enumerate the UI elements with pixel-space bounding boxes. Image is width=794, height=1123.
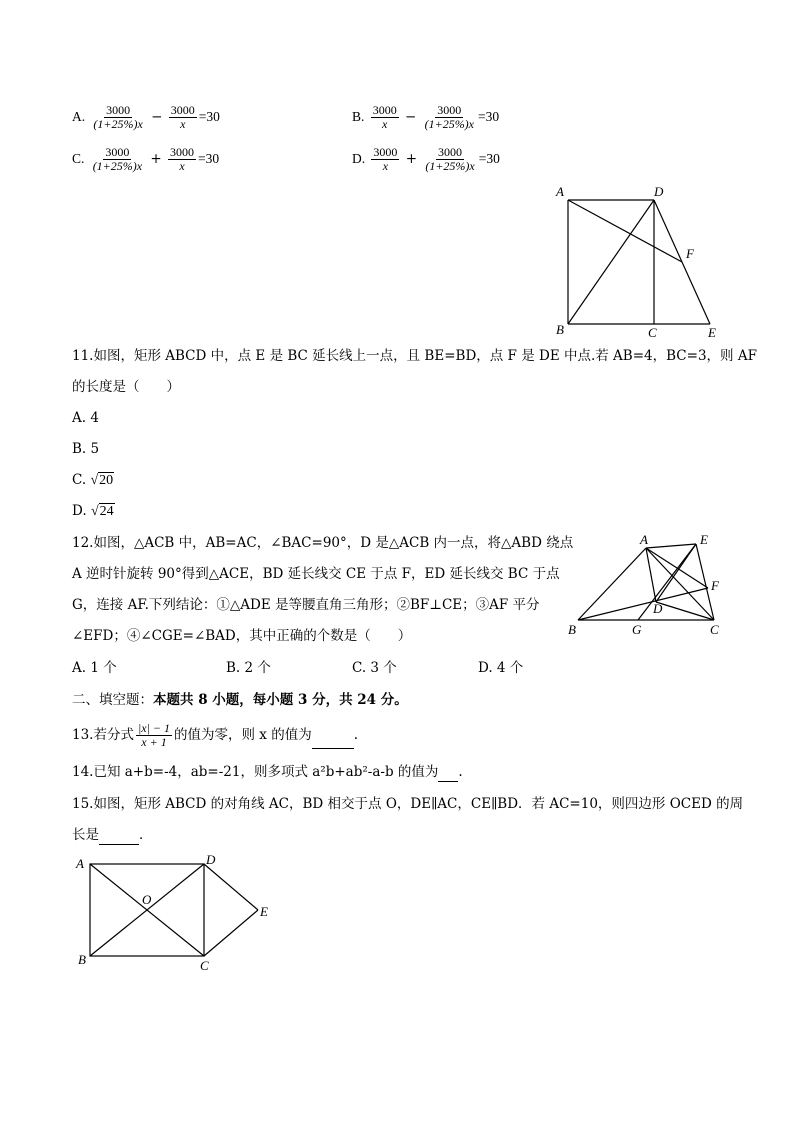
label-a: A [556, 184, 564, 199]
q15-stem-line1: 15.如图，矩形 ABCD 的对角线 AC，BD 相交于点 O，DE∥AC，CE∥BD．若 AC=10，则四边形 OCED 的周 [72, 796, 744, 812]
q12-stem-line4: ∠EFD；④∠CGE=∠BAD，其中正确的个数是（ ） [72, 628, 412, 644]
label-f: F [711, 578, 719, 593]
fraction: $\frac{3000}{x}$ [170, 103, 195, 131]
q12-option-c: C. 3 个 [352, 660, 397, 676]
figure-q12 [562, 530, 732, 642]
segment-af [568, 200, 682, 262]
label-c: C [200, 958, 209, 973]
fraction: $\frac{|x| - 1}{x + 1}$ [137, 721, 171, 749]
q12-stem-line3: G，连接 AF.下列结论：①△ADE 是等腰直角三角形；②BF⊥CE；③AF 平分 [72, 597, 540, 613]
segment-ge [638, 544, 696, 620]
answer-blank [99, 830, 139, 845]
label-e: E [708, 325, 716, 340]
fraction: $\frac{3000}{x}$ [373, 145, 398, 173]
segment-bd [568, 200, 654, 324]
q11-option-d: D. √24 [72, 503, 114, 519]
fraction: $\frac{3000}{(1+25\%)x}$ [92, 145, 143, 173]
q12-option-d: D. 4 个 [478, 660, 524, 676]
q10-option-b: B. $\frac{3000}{x}$ − $\frac{3000}{(1+25\%)x}$ =30 [352, 103, 500, 131]
q10-option-a: A. $\frac{3000}{(1+25\%)x}$ − $\frac{3000}{x}$ =30 [72, 103, 220, 131]
q13: 13.若分式 $\frac{|x| - 1}{x + 1}$ 的值为零，则 x 的值为 . [72, 721, 359, 749]
section-heading: 二、填空题：本题共 8 小题，每小题 3 分，共 24 分。 [72, 692, 408, 708]
label-d: D [206, 852, 216, 867]
label-b: B [568, 622, 576, 637]
label-d: D [654, 184, 664, 199]
label-f: F [686, 246, 694, 261]
segment-ab [578, 548, 646, 620]
q11-option-a: A. 4 [72, 410, 99, 426]
q11-option-c: C. √20 [72, 472, 114, 488]
segment-ce [204, 910, 258, 956]
figure-q15 [72, 852, 282, 976]
q11-stem-line1: 11.如图，矩形 ABCD 中，点 E 是 BC 延长线上一点，且 BE=BD，点 F 是 DE 中点.若 AB=4，BC=3，则 AF [72, 348, 757, 364]
q10-option-d: D. $\frac{3000}{x}$ + $\frac{3000}{(1+25\%)x}$ =30 [352, 145, 500, 173]
q11-option-b: B. 5 [72, 441, 100, 457]
fraction: $\frac{3000}{x}$ [170, 145, 195, 173]
label-c: C [648, 325, 657, 340]
label-b: B [556, 322, 564, 337]
segment-ae [646, 544, 696, 548]
square-root: √24 [90, 504, 114, 519]
q12-option-a: A. 1 个 [72, 660, 117, 676]
fraction: $\frac{3000}{(1+25\%)x}$ [93, 103, 143, 131]
square-root: √20 [90, 473, 114, 488]
label-g: G [632, 622, 642, 637]
label-a: A [76, 856, 84, 871]
figure-q11 [550, 182, 730, 342]
q14: 14.已知 a+b=-4，ab=-21，则多项式 a²b+ab²-a-b 的值为 . [72, 764, 463, 780]
q12-option-b: B. 2 个 [226, 660, 271, 676]
q12-stem-line2: A 逆时针旋转 90°得到△ACE，BD 延长线交 CE 于点 F，ED 延长线交 BC 于点 [72, 566, 560, 582]
label-a: A [640, 532, 648, 547]
label-c: C [710, 622, 719, 637]
label-o: O [142, 892, 152, 907]
q10-option-c: C. $\frac{3000}{(1+25\%)x}$ + $\frac{3000}{x}$ =30 [72, 145, 220, 173]
segment-ad [646, 548, 656, 602]
label-e: E [700, 532, 708, 547]
fraction: $\frac{3000}{(1+25\%)x}$ [425, 145, 475, 173]
segment-de [204, 864, 258, 910]
segment-bf [578, 588, 708, 620]
q15-stem-line2: 长是 ． [72, 827, 153, 843]
label-b: B [78, 952, 86, 967]
label-d: D [653, 601, 663, 616]
answer-blank [438, 767, 458, 782]
fraction: $\frac{3000}{x}$ [372, 103, 397, 131]
q12-stem-line1: 12.如图，△ACB 中，AB=AC，∠BAC=90°，D 是△ACB 内一点，将△ABD 绕点 [72, 535, 574, 551]
label-e: E [260, 904, 268, 919]
fraction: $\frac{3000}{(1+25\%)x}$ [424, 103, 475, 131]
q11-stem-line2: 的长度是（ ） [72, 379, 180, 395]
answer-blank [312, 734, 354, 749]
